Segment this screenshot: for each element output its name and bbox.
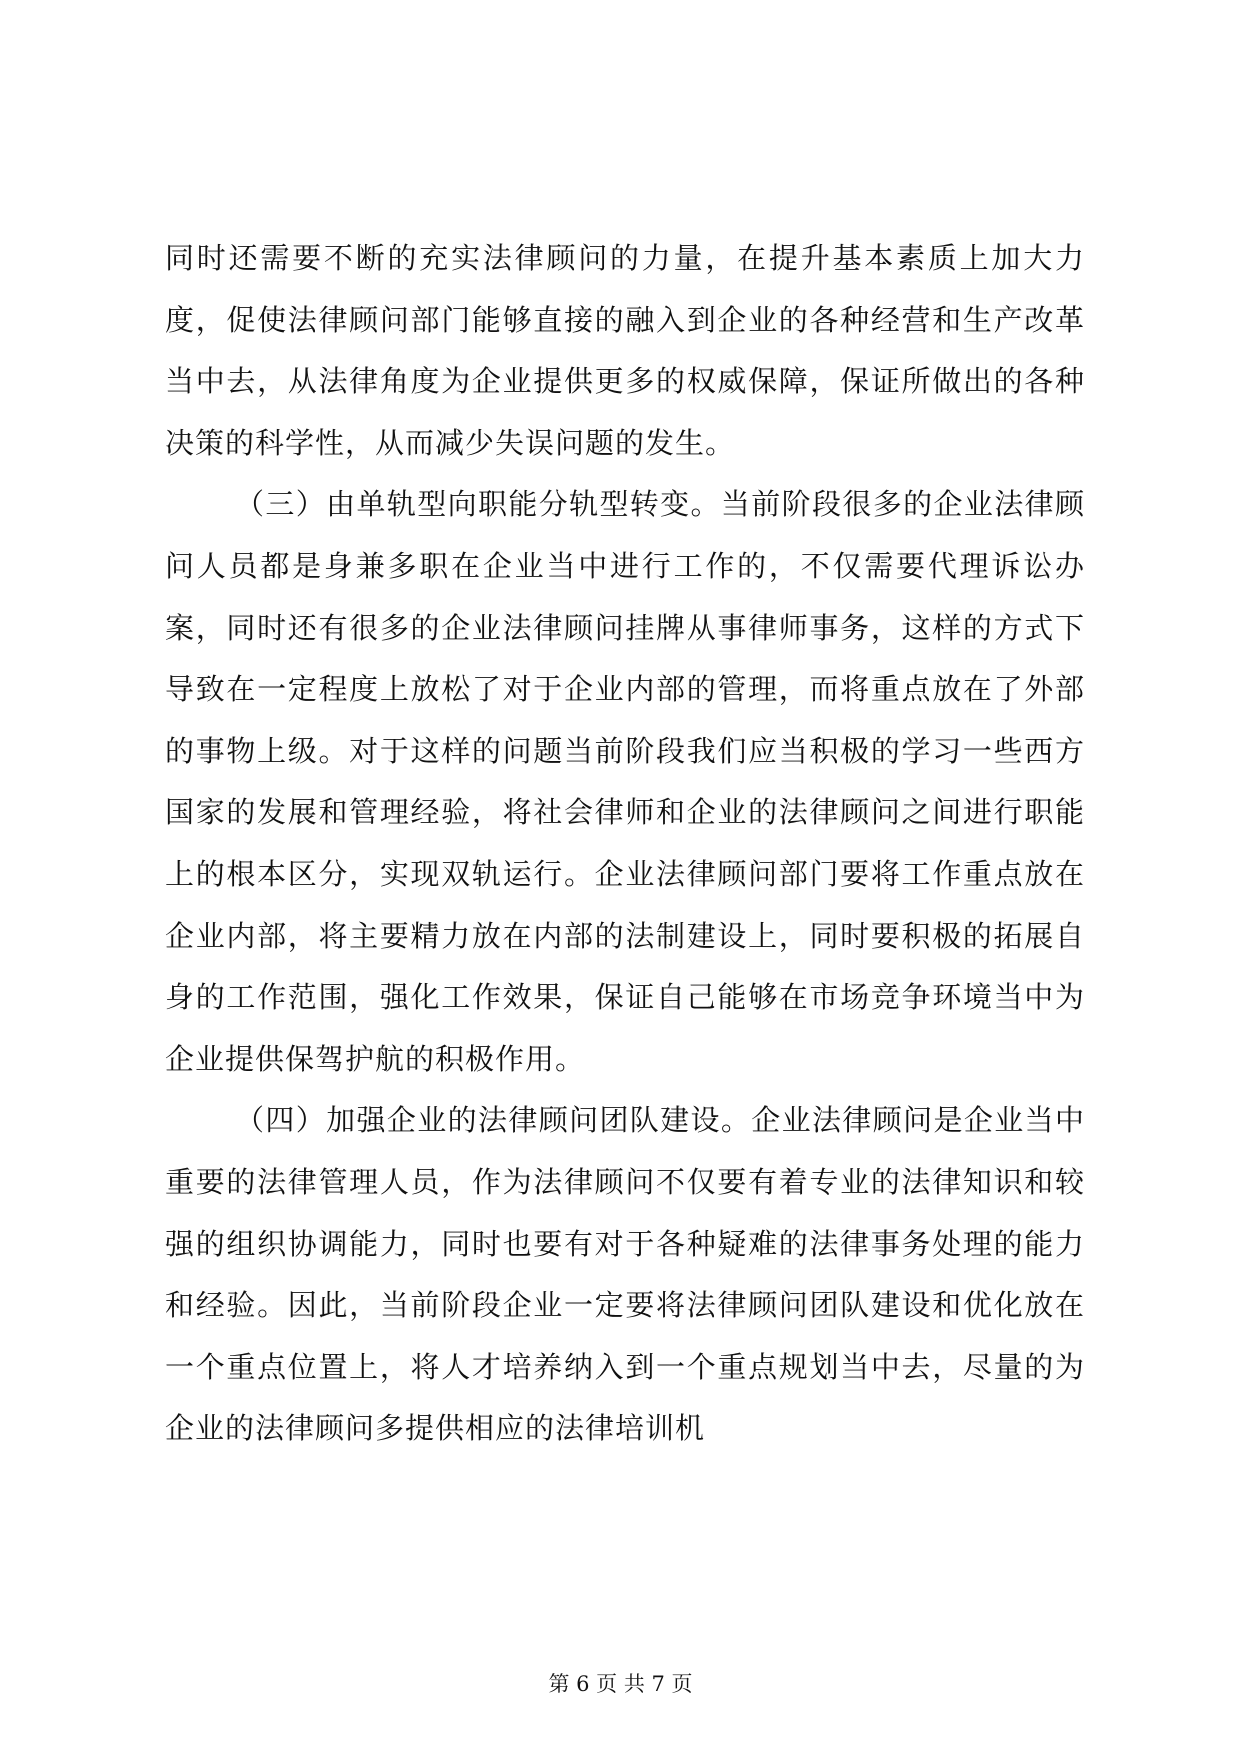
paragraph-section-four: （四）加强企业的法律顾问团队建设。企业法律顾问是企业当中重要的法律管理人员，作为法律顾问不仅要有着专业的法律知识和较强的组织协调能力，同时也要有对于各种疑难的法律事务处理的能力和经验。因此，当前阶段企业一定要将法律顾问团队建设和优化放在一个重点位置上，将人才培养纳入到一个重点规划当中去，尽量的为企业的法律顾问多提供相应的法律培训机 (165, 1103, 1085, 1446)
page-number-footer: 第 6 页 共 7 页 (548, 1672, 693, 1696)
paragraph-section-three: （三）由单轨型向职能分轨型转变。当前阶段很多的企业法律顾问人员都是身兼多职在企业当中进行工作的，不仅需要代理诉讼办案，同时还有很多的企业法律顾问挂牌从事律师事务，这样的方式下导致在一定程度上放松了对于企业内部的管理，而将重点放在了外部的事物上级。对于这样的问题当前阶段我们应当积极的学习一些西方国家的发展和管理经验，将社会律师和企业的法律顾问之间进行职能上的根本区分，实现双轨运行。企业法律顾问部门要将工作重点放在企业内部，将主要精力放在内部的法制建设上，同时要积极的拓展自身的工作范围，强化工作效果，保证自己能够在市场竞争环境当中为企业提供保驾护航的积极作用。 (165, 487, 1085, 1076)
paragraph-continuation: 同时还需要不断的充实法律顾问的力量，在提升基本素质上加大力度，促使法律顾问部门能够直接的融入到企业的各种经营和生产改革当中去，从法律角度为企业提供更多的权威保障，保证所做出的各种决策的科学性，从而减少失误问题的发生。 (165, 241, 1085, 460)
body-text (165, 228, 1085, 1460)
